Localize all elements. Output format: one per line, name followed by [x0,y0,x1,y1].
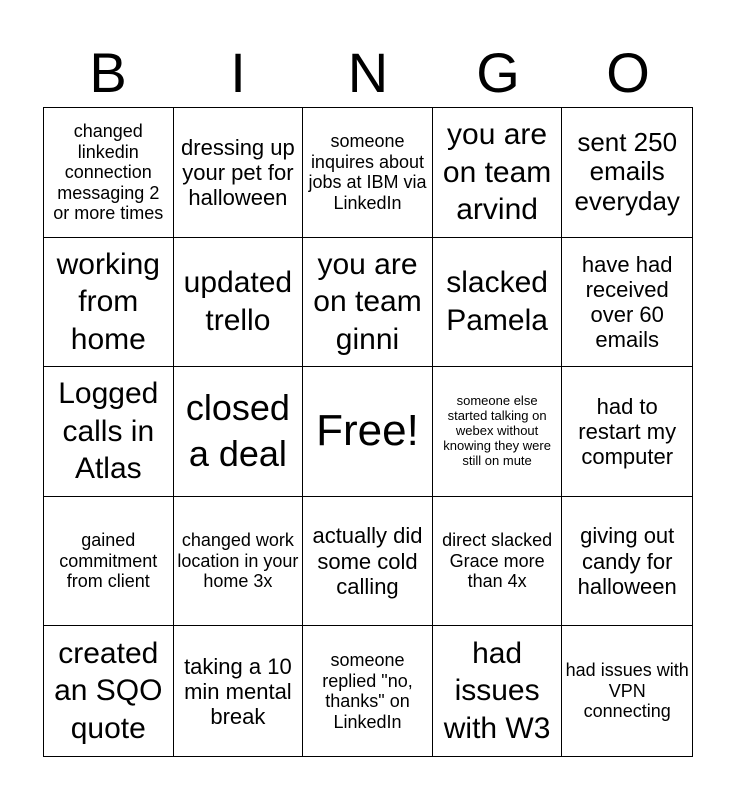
bingo-cell[interactable]: working from home [44,238,174,368]
bingo-board [43,107,693,757]
bingo-cell[interactable]: you are on team arvind [433,108,563,238]
bingo-cell[interactable]: updated trello [174,238,304,368]
header-letter-g: G [476,41,520,104]
bingo-cell[interactable]: had to restart my computer [562,367,692,497]
header-letter-b: B [89,41,127,104]
bingo-cell[interactable]: actually did some cold calling [303,497,433,627]
bingo-cell[interactable]: giving out candy for halloween [562,497,692,627]
bingo-cell[interactable]: you are on team ginni [303,238,433,368]
bingo-cell[interactable]: closed a deal [174,367,304,497]
bingo-cell[interactable]: someone replied "no, thanks" on LinkedIn [303,626,433,756]
bingo-cell[interactable]: changed linkedin connection messaging 2 or more times [44,108,174,238]
bingo-cell[interactable]: Logged calls in Atlas [44,367,174,497]
bingo-cell[interactable]: slacked Pamela [433,238,563,368]
bingo-cell[interactable]: someone inquires about jobs at IBM via LinkedIn [303,108,433,238]
header-letter-n: N [347,41,389,104]
free-space-cell[interactable]: Free! [303,367,433,497]
bingo-cell[interactable]: had issues with VPN connecting [565,660,689,722]
bingo-cell[interactable]: have had received over 60 emails [562,238,692,368]
bingo-cell[interactable]: created an SQO quote [44,626,174,756]
bingo-cell[interactable]: gained commitment from client [44,497,174,627]
bingo-cell[interactable]: sent 250 emails everyday [562,108,692,238]
header-letter-i: I [230,41,246,104]
bingo-cell[interactable]: taking a 10 min mental break [174,626,304,756]
bingo-header [43,40,693,106]
bingo-cell[interactable]: direct slacked Grace more than 4x [433,497,563,627]
header-letter-o: O [606,41,650,104]
bingo-cell[interactable]: dressing up your pet for halloween [174,108,304,238]
bingo-cell[interactable]: someone else started talking on webex without knowing they were still on mute [433,367,563,497]
bingo-cell[interactable]: changed work location in your home 3x [174,497,304,627]
bingo-cell[interactable]: had issues with W3 [433,626,563,756]
